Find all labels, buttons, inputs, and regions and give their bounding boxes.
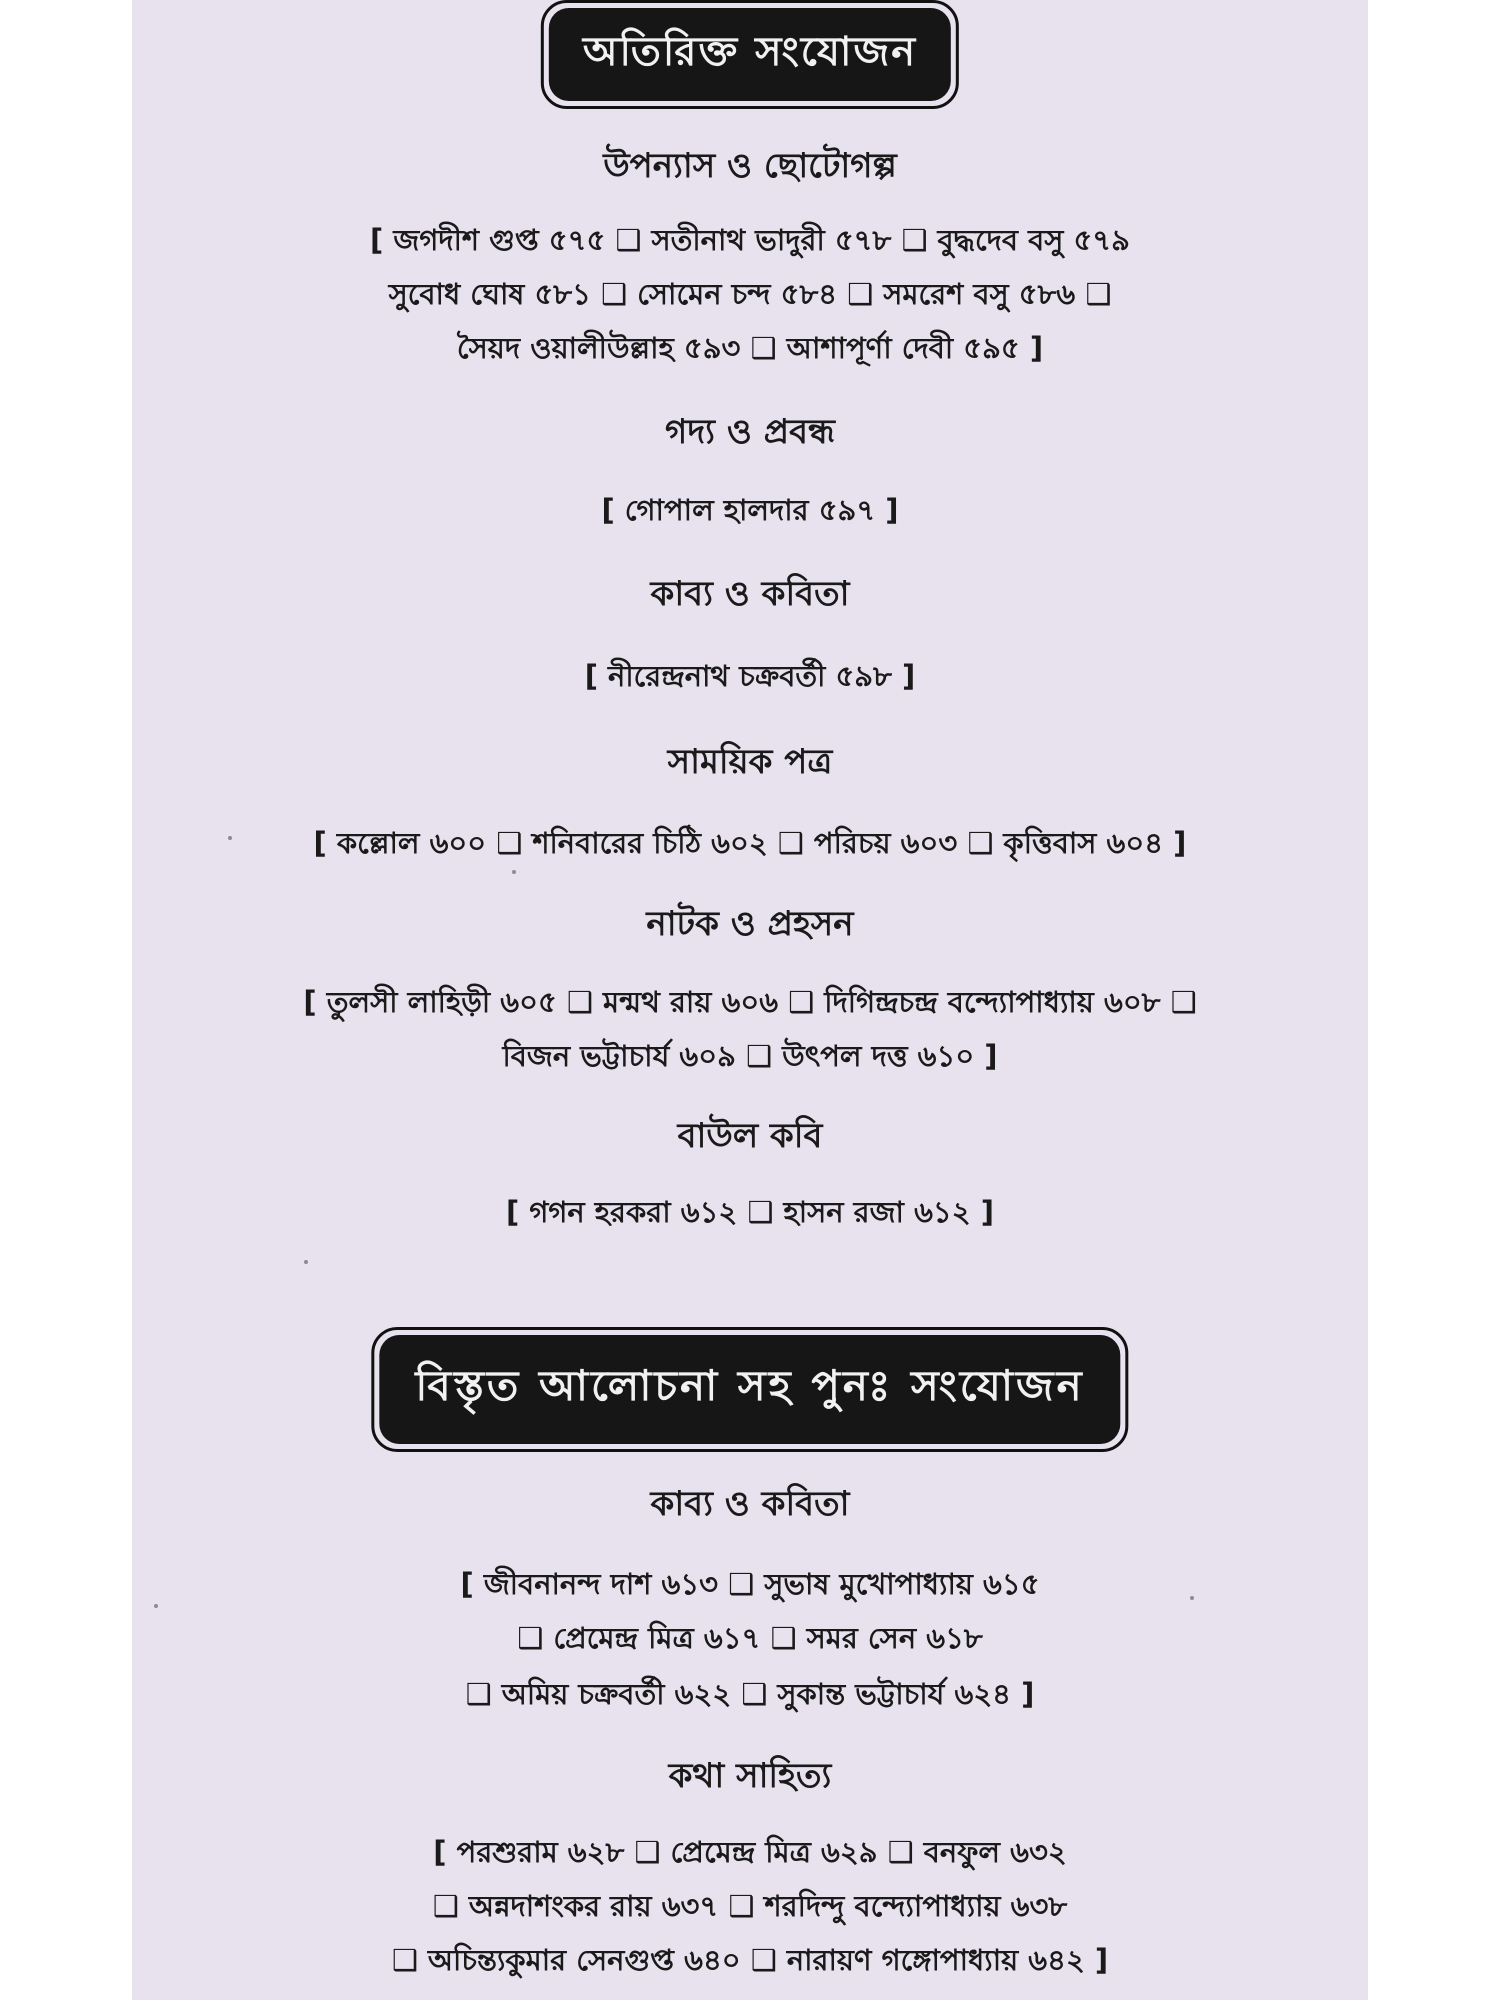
entry-line: সুবোধ ঘোষ ৫৮১ ❑ সোমেন চন্দ ৫৮৪ ❑ সমরেশ বসু ৫৮৬ ❑ bbox=[388, 277, 1112, 311]
scan-speck bbox=[304, 1260, 308, 1264]
entry-line: [ জগদীশ গুপ্ত ৫৭৫ ❑ সতীনাথ ভাদুরী ৫৭৮ ❑ বুদ্ধদেব বসু ৫৭৯ bbox=[370, 223, 1130, 257]
entry-line: ❑ অমিয় চক্রবর্তী ৬২২ ❑ সুকান্ত ভট্টাচার্য ৬২৪ ] bbox=[465, 1677, 1035, 1711]
section-banner-re-addition bbox=[371, 1327, 1128, 1452]
heading-fiction: কথা সাহিত্য bbox=[668, 1756, 832, 1796]
heading-novels-short-stories: উপন্যাস ও ছোটোগল্প bbox=[603, 146, 897, 186]
heading-poetry: কাব্য ও কবিতা bbox=[650, 1484, 850, 1524]
heading-prose-essays: গদ্য ও প্রবন্ধ bbox=[665, 412, 835, 452]
entry-line: [ পরশুরাম ৬২৮ ❑ প্রেমেন্দ্র মিত্র ৬২৯ ❑ বনফুল ৬৩২ bbox=[433, 1835, 1067, 1869]
entry-line: [ নীরেন্দ্রনাথ চক্রবর্তী ৫৯৮ ] bbox=[584, 659, 916, 693]
entry-line: [ জীবনানন্দ দাশ ৬১৩ ❑ সুভাষ মুখোপাধ্যায় ৬১৫ bbox=[460, 1567, 1040, 1601]
entry-line: সৈয়দ ওয়ালীউল্লাহ ৫৯৩ ❑ আশাপূর্ণা দেবী ৫৯৫ ] bbox=[456, 331, 1044, 365]
entry-line: [ গগন হরকরা ৬১২ ❑ হাসন রজা ৬১২ ] bbox=[506, 1195, 994, 1229]
section-banner-additional bbox=[541, 0, 959, 109]
heading-periodicals: সাময়িক পত্র bbox=[667, 742, 833, 782]
entry-line: [ গোপাল হালদার ৫৯৭ ] bbox=[601, 493, 899, 527]
entry-line: ❑ প্রেমেন্দ্র মিত্র ৬১৭ ❑ সমর সেন ৬১৮ bbox=[517, 1621, 983, 1655]
scan-speck bbox=[512, 870, 516, 874]
banner-title: বিস্তৃত আলোচনা সহ পুনঃ সংযোজন bbox=[379, 1335, 1120, 1444]
entry-line: ❑ অচিন্ত্যকুমার সেনগুপ্ত ৬৪০ ❑ নারায়ণ গঙ্গোপাধ্যায় ৬৪২ ] bbox=[391, 1943, 1109, 1977]
entry-line: ❑ অন্নদাশংকর রায় ৬৩৭ ❑ শরদিন্দু বন্দ্যোপাধ্যায় ৬৩৮ bbox=[432, 1889, 1068, 1923]
heading-drama-farce: নাটক ও প্রহসন bbox=[646, 904, 854, 944]
entry-line: বিজন ভট্টাচার্য ৬০৯ ❑ উৎপল দত্ত ৬১০ ] bbox=[502, 1039, 998, 1073]
entry-line: [ কল্লোল ৬০০ ❑ শনিবারের চিঠি ৬০২ ❑ পরিচয় ৬০৩ ❑ কৃত্তিবাস ৬০৪ ] bbox=[313, 826, 1187, 860]
heading-baul-poets: বাউল কবি bbox=[677, 1116, 823, 1156]
document-page bbox=[132, 0, 1368, 2000]
heading-poetry: কাব্য ও কবিতা bbox=[650, 574, 850, 614]
banner-title: অতিরিক্ত সংযোজন bbox=[549, 8, 951, 101]
entry-line: [ তুলসী লাহিড়ী ৬০৫ ❑ মন্মথ রায় ৬০৬ ❑ দিগিন্দ্রচন্দ্র বন্দ্যোপাধ্যায় ৬০৮ ❑ bbox=[303, 985, 1197, 1019]
